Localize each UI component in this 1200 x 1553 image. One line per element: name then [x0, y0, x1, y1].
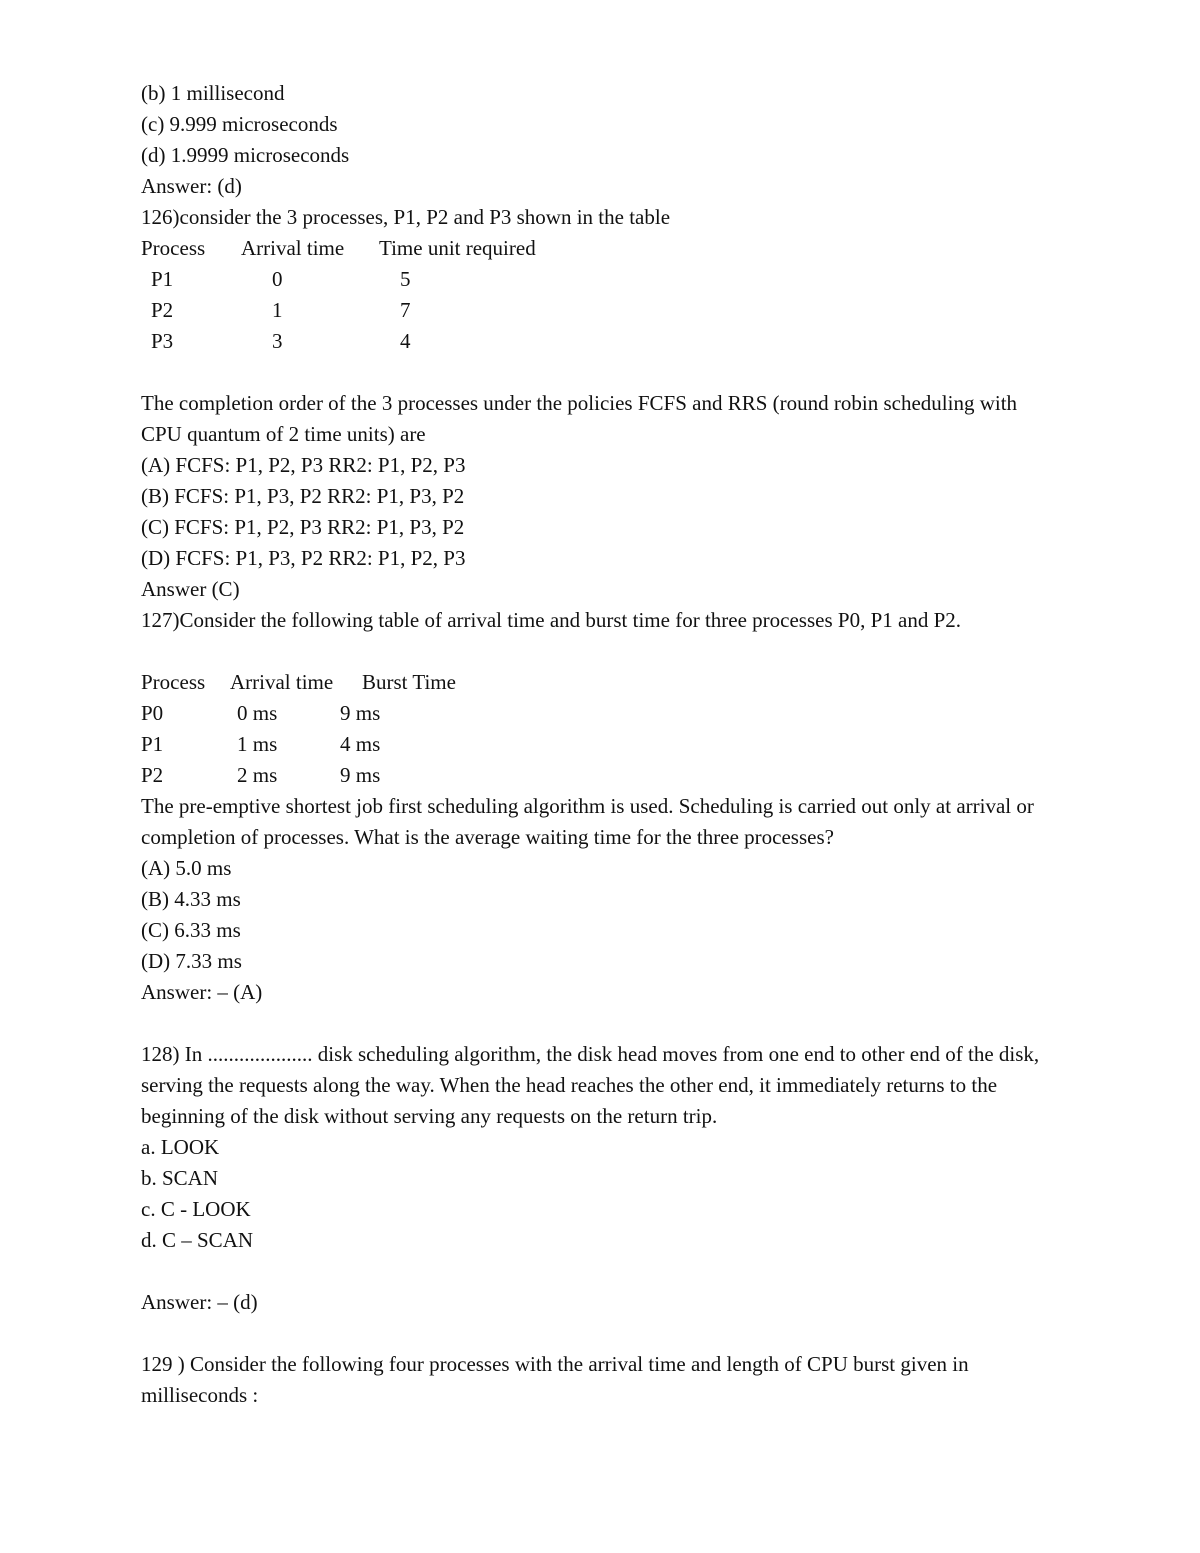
option-line: d. C – SCAN [141, 1228, 254, 1252]
question-129-body: 129 ) Consider the following four processes with the arrival time and length of CPU burst given in milliseconds : [141, 1352, 969, 1407]
question-126-body: The completion order of the 3 processes under the policies FCFS and RRS (round robin scheduling with CPU quantum of 2 time units) are [141, 391, 1018, 446]
table-header-row [141, 667, 1061, 698]
question-127-intro: 127)Consider the following table of arrival time and burst time for three processes P0, P1 and P2. [141, 608, 961, 632]
table-header-cell: Arrival time [241, 236, 345, 260]
answer-line: Answer: (d) [141, 174, 242, 198]
table-cell: 4 ms [340, 732, 381, 756]
table-cell: P1 [141, 732, 164, 756]
question-127-body: The pre-emptive shortest job first scheduling algorithm is used. Scheduling is carried out only at arrival or completion of processes. What is the average waiting time for the three processes? [141, 794, 1034, 849]
question-126-heading: 126)consider the 3 processes, P1, P2 and P3 shown in the table [141, 205, 671, 229]
option-line: b. SCAN [141, 1166, 219, 1190]
blank-line [141, 636, 1061, 667]
option-line: a. LOOK [141, 1135, 220, 1159]
table-cell: 3 [272, 329, 283, 353]
option-line: (C) 6.33 ms [141, 918, 241, 942]
answer-line: Answer (C) [141, 577, 240, 601]
option-line: (b) 1 millisecond [141, 81, 285, 105]
blank-line [141, 1318, 1061, 1349]
answer-line: Answer: – (d) [141, 1290, 258, 1314]
table-header-cell: Time unit required [379, 236, 536, 260]
table-cell: P0 [141, 701, 164, 725]
table-row [141, 264, 1061, 295]
table-cell: P3 [151, 329, 174, 353]
table-header-cell: Arrival time [230, 670, 334, 694]
option-line: (A) 5.0 ms [141, 856, 232, 880]
table-cell: 9 ms [340, 763, 381, 787]
table-row [141, 760, 1061, 791]
table-cell: 7 [400, 298, 411, 322]
option-line: (A) FCFS: P1, P2, P3 RR2: P1, P2, P3 [141, 453, 466, 477]
option-line: (D) 7.33 ms [141, 949, 242, 973]
blank-line [141, 357, 1061, 388]
answer-line: Answer: – (A) [141, 980, 263, 1004]
table-cell: P2 [141, 763, 164, 787]
option-line: (d) 1.9999 microseconds [141, 143, 350, 167]
option-line: (D) FCFS: P1, P3, P2 RR2: P1, P2, P3 [141, 546, 466, 570]
table-cell: 5 [400, 267, 411, 291]
option-line: c. C - LOOK [141, 1197, 251, 1221]
table-cell: P2 [151, 298, 174, 322]
blank-line [141, 1256, 1061, 1287]
table-row [141, 729, 1061, 760]
table-row [141, 295, 1061, 326]
table-cell: 2 ms [237, 763, 278, 787]
process-table-126 [141, 233, 1061, 357]
option-line: (c) 9.999 microseconds [141, 112, 338, 136]
table-row [141, 326, 1061, 357]
table-cell: 4 [400, 329, 411, 353]
table-cell: 1 ms [237, 732, 278, 756]
question-128-body: 128) In .................... disk scheduling algorithm, the disk head moves from one end to other end of the disk, serving the requests along the way. When the head reaches the other end, it immediately returns to the beginning of the disk without serving any requests on the return trip. [141, 1042, 1040, 1128]
table-header-cell: Process [141, 236, 206, 260]
table-cell: 1 [272, 298, 283, 322]
table-header-cell: Burst Time [362, 670, 456, 694]
table-row [141, 698, 1061, 729]
table-cell: 9 ms [340, 701, 381, 725]
option-line: (B) FCFS: P1, P3, P2 RR2: P1, P3, P2 [141, 484, 465, 508]
blank-line [141, 1008, 1061, 1039]
document-page [141, 78, 1061, 1411]
process-table-127 [141, 667, 1061, 791]
table-cell: 0 ms [237, 701, 278, 725]
table-cell: 0 [272, 267, 283, 291]
option-line: (C) FCFS: P1, P2, P3 RR2: P1, P3, P2 [141, 515, 465, 539]
table-header-cell: Process [141, 670, 206, 694]
option-line: (B) 4.33 ms [141, 887, 241, 911]
table-header-row [141, 233, 1061, 264]
table-cell: P1 [151, 267, 174, 291]
